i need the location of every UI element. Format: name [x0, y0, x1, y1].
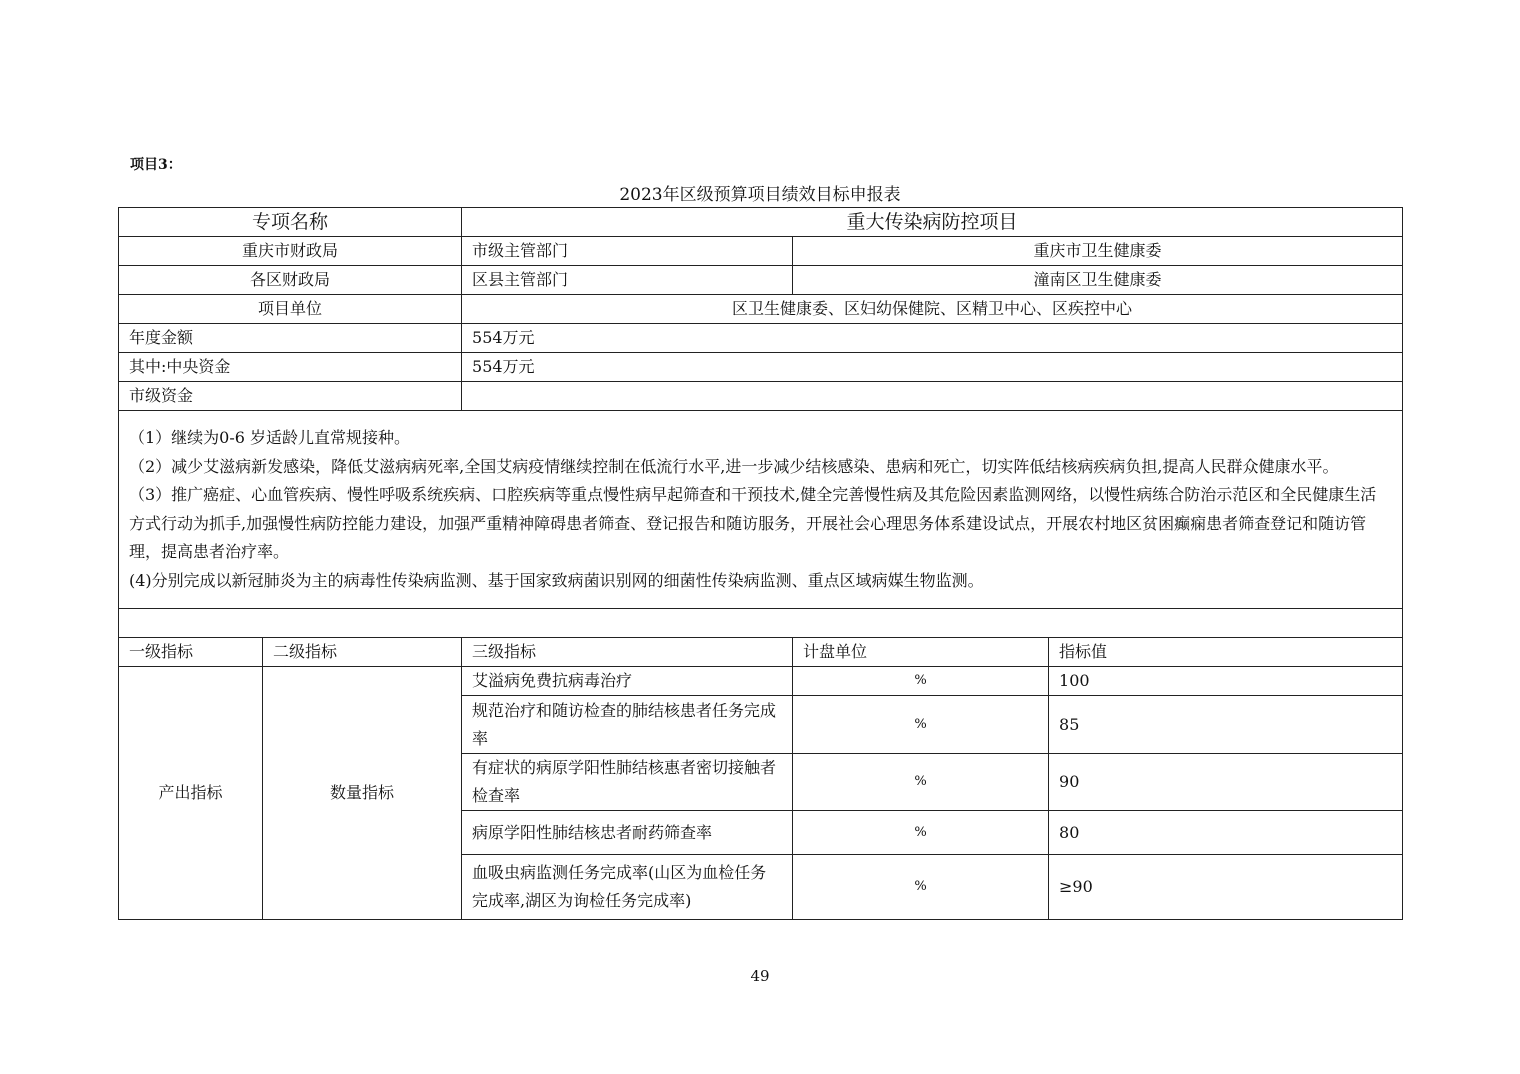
indicator-value: 80 [1049, 811, 1403, 855]
indicator-value: 100 [1049, 667, 1403, 696]
annual-amount-label: 年度金额 [119, 324, 462, 353]
indicator-name: 有症状的病原学阳性肺结核惠者密切接触者检查率 [462, 754, 793, 811]
indicator-value: 90 [1049, 754, 1403, 811]
indicator-unit: % [793, 855, 1049, 920]
unit-value: 区卫生健康委、区妇幼保健院、区精卫中心、区疾控中心 [462, 295, 1403, 324]
indicator-unit: % [793, 754, 1049, 811]
indicator-level2: 数量指标 [263, 667, 462, 920]
goal-item: （1）继续为0-6 岁适龄儿直常规接种。 [129, 428, 411, 447]
goals-row [119, 411, 1403, 609]
indicator-header-row [119, 638, 1403, 667]
district-finance: 各区财政局 [119, 266, 462, 295]
indicator-name: 病原学阳性肺结核忠者耐药筛查率 [462, 811, 793, 855]
goal-item: （3）推广癌症、心血管疾病、慢性呼吸系统疾病、口腔疾病等重点慢性病早起筛查和干预技术,健全完善慢性病及其危险因素监测网络，以慢性病练合防治示范区和全民健康生活方式行动为抓手,加强慢性病防控能力建设，加强严重精神障碍患者筛查、登记报告和随访服务，开展社会心理思务体系建设试点，开展农村地区贫困癫痫患者筛查登记和随访管理，提高患者治疗率。 [129, 485, 1377, 561]
city-row [119, 237, 1403, 266]
blank-cell [119, 609, 1403, 638]
district-dept-label: 区县主管部门 [462, 266, 793, 295]
header-value: 指标值 [1049, 638, 1403, 667]
blank-row [119, 609, 1403, 638]
header-level2: 二级指标 [263, 638, 462, 667]
city-finance: 重庆市财政局 [119, 237, 462, 266]
indicator-level1: 产出指标 [119, 667, 263, 920]
goal-item: （2）减少艾滋病新发感染，降低艾滋病病死率,全国艾病疫情继续控制在低流行水平,进一步减少结核感染、患病和死亡，切实阵低结核病疾病负担,提高人民群众健康水平。 [129, 456, 1339, 476]
special-name-row [119, 208, 1403, 237]
project-label: 项目3： [130, 157, 182, 173]
unit-row [119, 295, 1403, 324]
indicator-name: 艾溢病免费抗病毒治疗 [462, 667, 793, 696]
city-fund-label: 市级资金 [119, 382, 462, 411]
annual-amount-value: 554万元 [462, 324, 1403, 353]
indicator-name: 规范治疗和随访检查的肺结核患者任务完成率 [462, 696, 793, 754]
central-fund-value: 554万元 [462, 353, 1403, 382]
unit-label: 项目单位 [119, 295, 462, 324]
district-row [119, 266, 1403, 295]
special-name-value: 重大传染病防控项目 [462, 208, 1403, 237]
page-number: 49 [750, 967, 770, 985]
district-dept-value: 潼南区卫生健康委 [793, 266, 1403, 295]
indicator-value: 85 [1049, 696, 1403, 754]
indicator-unit: % [793, 696, 1049, 754]
central-fund-row [119, 353, 1403, 382]
performance-form-table [118, 207, 1403, 920]
indicator-name: 血吸虫病监测任务完成率(山区为血检任务完成率,湖区为询检任务完成率) [462, 855, 793, 920]
header-level1: 一级指标 [119, 638, 263, 667]
indicator-unit: % [793, 667, 1049, 696]
city-dept-value: 重庆市卫生健康委 [793, 237, 1403, 266]
annual-amount-row [119, 324, 1403, 353]
indicator-value: ≥90 [1049, 855, 1403, 920]
header-level3: 三级指标 [462, 638, 793, 667]
goal-item: (4)分别完成以新冠肺炎为主的病毒性传染病监测、基于国家致病菌识别网的细菌性传染病监测、重点区域病媒生物监测。 [129, 570, 984, 590]
special-name-label: 专项名称 [119, 208, 462, 237]
page-title: 2023年区级预算项目绩效目标申报表 [619, 185, 901, 205]
header-unit: 计盘单位 [793, 638, 1049, 667]
central-fund-label: 其中:中央资金 [119, 353, 462, 382]
indicator-row [119, 667, 1403, 696]
indicator-unit: % [793, 811, 1049, 855]
goals-cell [119, 411, 1403, 609]
city-fund-value [462, 382, 1403, 411]
city-dept-label: 市级主管部门 [462, 237, 793, 266]
city-fund-row [119, 382, 1403, 411]
